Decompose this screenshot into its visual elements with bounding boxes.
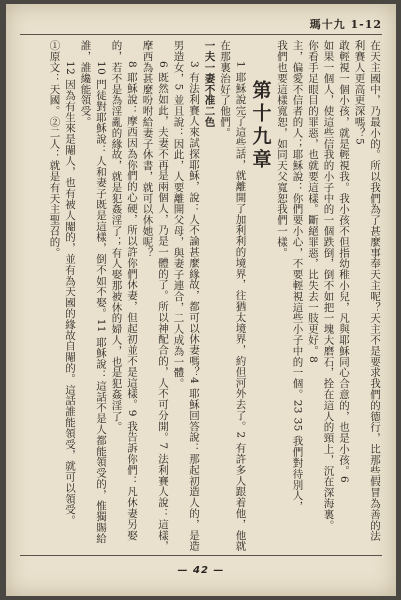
paragraph: 6 既然如此，夫妻不再是兩個人，乃是一體的了。所以神配合的，人不可分開。7 法利賽人說：這樣，摩西為甚麼吩咐給妻子休書，就可以休她呢？ — [141, 40, 169, 552]
book-page — [6, 4, 396, 596]
paragraph: 12 因為有生來是閹人，也有被人閹的，並有為天國的緣故自閹的。這話誰能領受，就可以領受。 — [64, 61, 76, 526]
page-number: — 42 — — [177, 565, 225, 576]
running-head: 瑪十九 1-12 — [309, 18, 382, 31]
paragraph: 8 耶穌說：摩西因為你們的心硬，所以許你們休妻，但起初並不是這樣。9 我告訴你們：凡休妻另娶的，若不是為淫亂的緣故，就是犯姦淫了；有人娶那被休的婦人，也是犯姦淫了。 — [110, 40, 138, 541]
paragraph: 10 門徒對耶穌說：人和妻子既是這樣，倒不如不娶。11 耶穌說：這話不是人都能領受的，惟獨賜給誰，誰纔能領受。 — [79, 40, 107, 544]
section-heading: 一夫一妻不准二色 — [203, 40, 216, 128]
paragraph: 3 有法利賽人來試探耶穌，說：人不論甚麼緣故，都可以休妻嗎？4 耶穌回答說：那起初造人的，是造男造女，5 並且說：因此，人要離開父母，與妻子連合，二人成為一體。 — [172, 40, 200, 552]
paragraph: 1 耶穌說完了這些話，就離開了加利利的境界，往猶太境界，約但河外去了。2 有許多人跟着他，他就在那裏治好了他們。 — [219, 40, 247, 552]
header-divider — [20, 34, 382, 35]
prev-text-line: 敢輕視一個小孩，就是輕視我。我小孩不但指幼稚小兒，凡與耶穌同心合意的，也是小孩。6 — [338, 40, 350, 484]
prev-text-line: 如果一個人，使這些信我的小子中的一個跌倒，倒不如把一塊大磨石，拴在這人的頸上，沉在深海裏。 — [322, 40, 335, 531]
prev-text-line: 主，偏愛不信者的人；耶穌說：你們要小心，不要輕視這些小子中的一個。23 35 我們對待別人， — [291, 40, 304, 512]
vertical-text-body — [16, 40, 382, 552]
footer-divider — [20, 555, 382, 556]
footnotes: ①原文：天國。②二人：就是有天主聖召的。 — [48, 40, 61, 258]
chapter-title: 第十九章 — [249, 80, 272, 172]
prev-text-line: 我們也要這樣寬恕，如同天父寬恕我們一樣。 — [276, 40, 288, 258]
prev-text-line: 你看手足眼目的罪惡，也就要這樣。斷絕罪惡，比失去一肢更好。8 — [307, 40, 319, 364]
prev-text-line: 在天主國中，乃最小的。所以我們為了甚麼事奉天主呢？天主不是要求我們的德行，比那些假冒為善的法利賽人更高更深嗎？5 — [353, 40, 381, 542]
